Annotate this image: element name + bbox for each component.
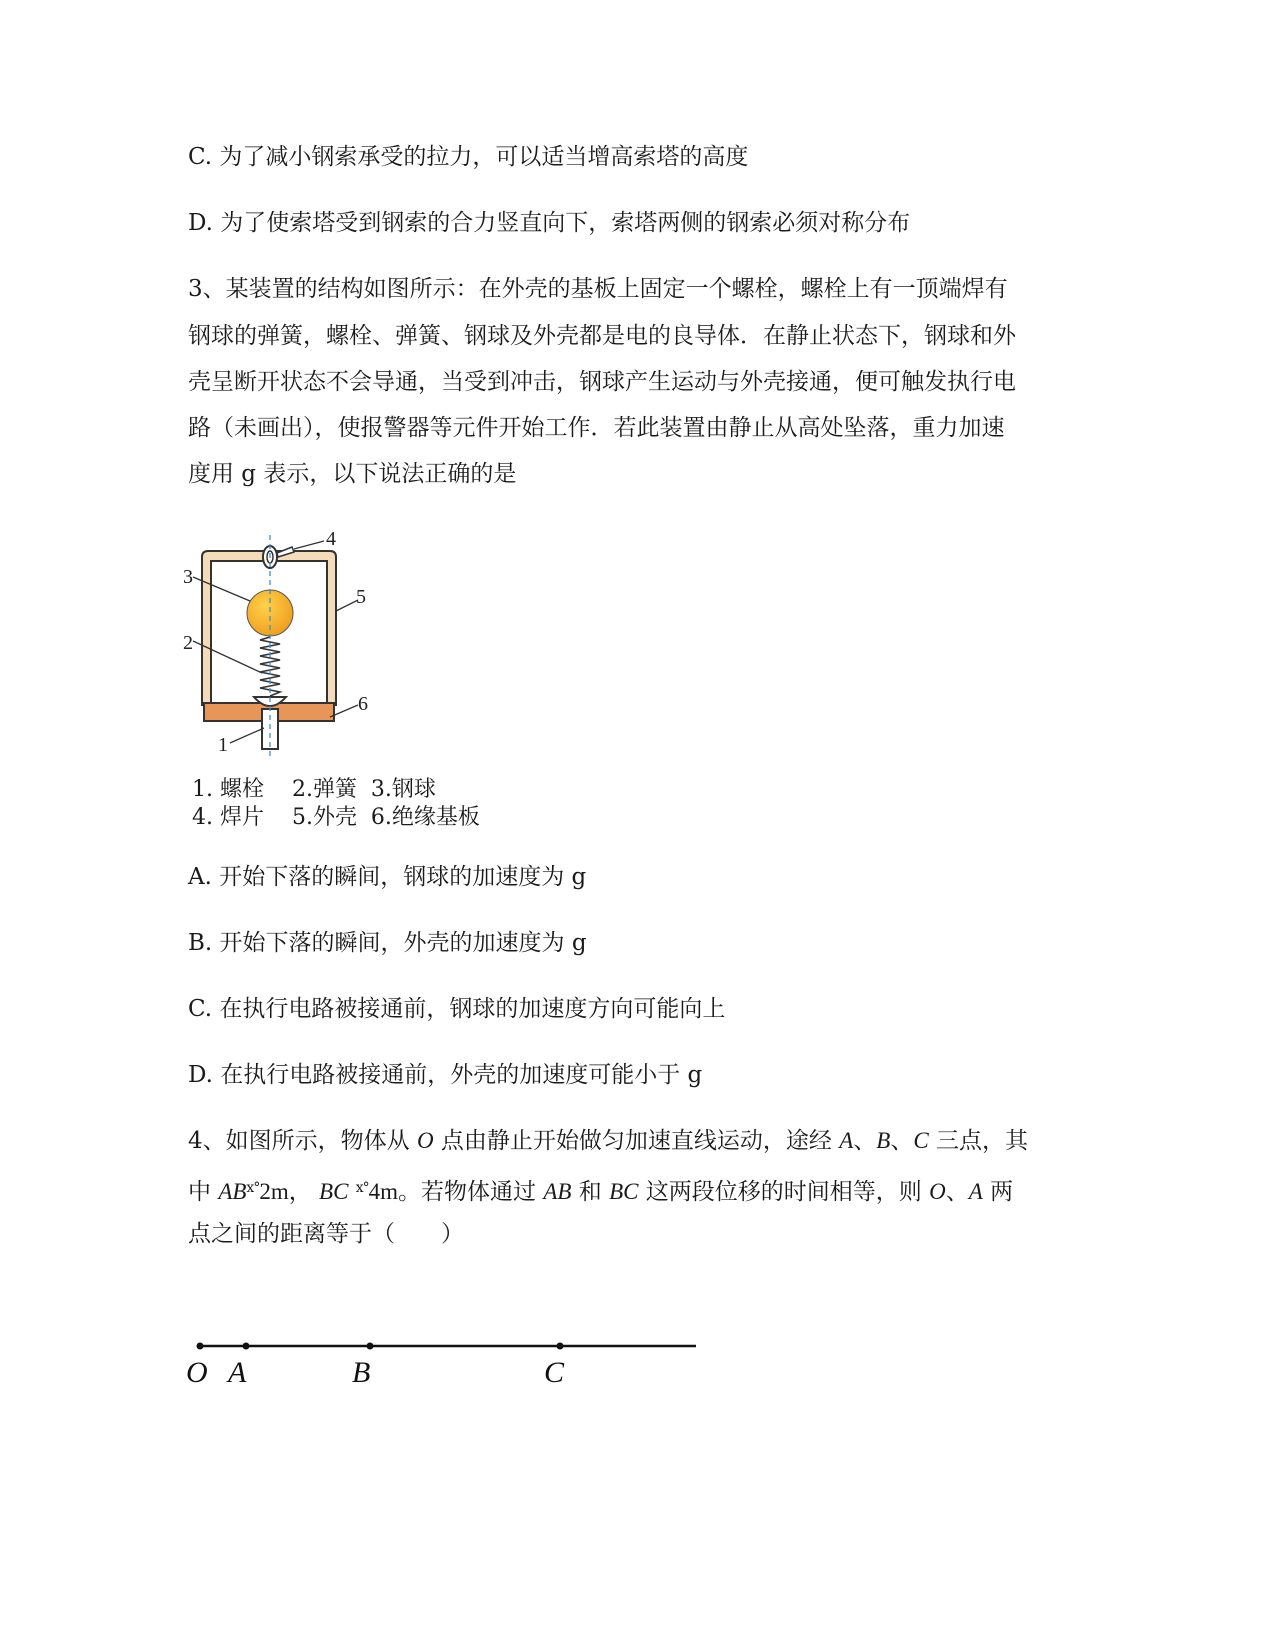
label-5: 5: [356, 586, 366, 608]
bc-length: 4m: [368, 1179, 399, 1204]
point-b: [367, 1343, 374, 1350]
q4-text: 三点，其: [928, 1128, 1028, 1154]
label-4: 4: [326, 528, 336, 550]
fig-label-o: O: [186, 1356, 208, 1389]
q4-text: 、: [890, 1128, 914, 1154]
q4-stem-line-3: 点之间的距离等于（ ）: [188, 1221, 464, 1247]
q4-text: 。若物体通过: [398, 1179, 544, 1205]
segment-ab: AB: [543, 1179, 572, 1204]
figure-legend-line-2: 4. 焊片 5.外壳 6.绝缘基板: [192, 805, 480, 830]
fig-label-b: B: [352, 1356, 371, 1389]
q4-text: 、: [853, 1128, 877, 1154]
point-a: [243, 1343, 250, 1350]
point-o-label: O: [416, 1128, 434, 1153]
q4-text: 这两段位移的时间相等，则: [638, 1179, 930, 1205]
point-o-label: O: [929, 1179, 946, 1204]
label-1: 1: [218, 734, 228, 756]
equals-symbol: ⅹ°: [355, 1180, 369, 1196]
segment-bc: BC: [319, 1179, 349, 1204]
segment-ab: AB: [218, 1179, 247, 1204]
q3-option-d: D. 在执行电路被接通前，外壳的加速度可能小于 g: [188, 1062, 703, 1088]
q3-option-a: A. 开始下落的瞬间，钢球的加速度为 g: [188, 864, 587, 890]
label-6: 6: [358, 693, 368, 715]
point-o: [197, 1343, 204, 1350]
q3-stem-line-3: 壳呈断开状态不会导通，当受到冲击，钢球产生运动与外壳接通，便可触发执行电: [188, 369, 1016, 395]
equals-symbol: ⅹ°: [246, 1180, 260, 1196]
q4-stem-line-2: [188, 1173, 1013, 1207]
point-a-label: A: [839, 1128, 854, 1153]
q4-text: 中: [188, 1179, 219, 1205]
point-c: [557, 1343, 564, 1350]
ab-length: 2m: [259, 1179, 289, 1204]
q2-option-d: D. 为了使索塔受到钢索的合力竖直向下，索塔两侧的钢索必须对称分布: [188, 210, 911, 236]
point-a-label: A: [968, 1179, 983, 1204]
device-structure-figure: [180, 528, 400, 765]
q3-stem-line-2: 钢球的弹簧，螺栓、弹簧、钢球及外壳都是电的良导体．在静止状态下，钢球和外: [188, 323, 1016, 349]
q3-stem-line-1: 3、某装置的结构如图所示：在外壳的基板上固定一个螺栓，螺栓上有一顶端焊有: [188, 276, 1008, 302]
fig-label-a: A: [228, 1356, 247, 1389]
point-c-label: C: [913, 1128, 929, 1153]
point-b-label: B: [876, 1128, 891, 1153]
q4-stem-line-1: [188, 1126, 1028, 1156]
motion-line-figure: [180, 1330, 740, 1390]
segment-bc: BC: [609, 1179, 639, 1204]
q4-text: 、: [945, 1179, 969, 1205]
label-2: 2: [183, 632, 193, 654]
q4-text: 4、如图所示，物体从: [188, 1128, 417, 1154]
fig-label-c: C: [544, 1356, 565, 1389]
figure-legend-line-1: 1. 螺栓 2.弹簧 3.钢球: [192, 777, 436, 802]
q3-stem-line-4: 路（未画出），使报警器等元件开始工作．若此装置由静止从高处坠落，重力加速: [188, 415, 1005, 441]
q4-text: 和: [571, 1179, 610, 1205]
q4-text: ，: [288, 1179, 312, 1205]
q2-option-c: C. 为了减小钢索承受的拉力，可以适当增高索塔的高度: [188, 144, 749, 170]
q3-stem-line-5: 度用 g 表示，以下说法正确的是: [188, 461, 517, 487]
q4-text: 点由静止开始做匀加速直线运动，途经: [433, 1128, 840, 1154]
q4-text: 两: [982, 1179, 1014, 1205]
q3-option-b: B. 开始下落的瞬间，外壳的加速度为 g: [188, 930, 587, 956]
label-3: 3: [183, 566, 193, 588]
q3-option-c: C. 在执行电路被接通前，钢球的加速度方向可能向上: [188, 996, 726, 1022]
